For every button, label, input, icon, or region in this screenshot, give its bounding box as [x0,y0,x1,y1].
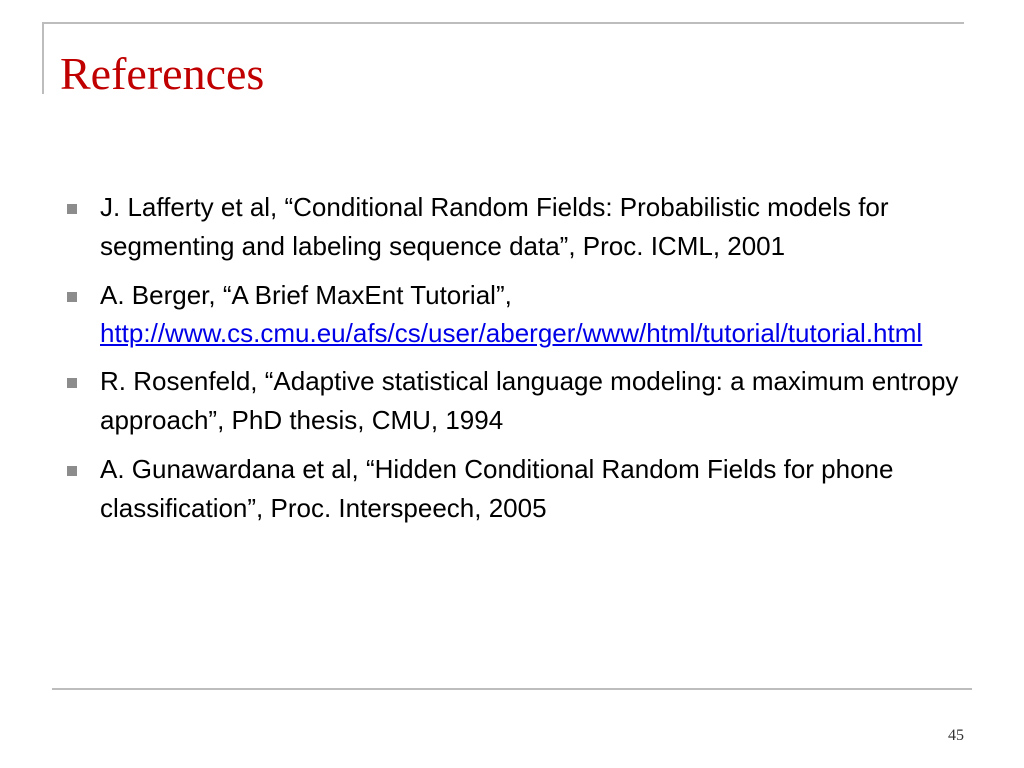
left-frame-rule [42,22,44,94]
reference-item-rosenfeld [60,362,965,440]
square-bullet-icon [67,466,77,476]
tutorial-link[interactable]: http://www.cs.cmu.eu/afs/cs/user/aberger/www/html/tutorial/tutorial.html [100,318,923,348]
footer-rule [52,688,972,690]
page-number: 45 [948,727,964,744]
reference-text: J. Lafferty et al, “Conditional Random Fields: Probabilistic models for segmenting and labeling sequence data”, Proc. ICML, 2001 [100,192,889,261]
square-bullet-icon [67,292,77,302]
reference-text: A. Gunawardana et al, “Hidden Conditional Random Fields for phone classification”, Proc. Interspeech, 2005 [100,454,894,523]
reference-item-gunawardana [60,450,965,528]
reference-list [60,188,965,538]
reference-text: R. Rosenfeld, “Adaptive statistical language modeling: a maximum entropy approach”, PhD thesis, CMU, 1994 [100,366,959,435]
reference-item-berger [60,276,965,352]
reference-text: A. Berger, “A Brief MaxEnt Tutorial”, [100,280,512,310]
reference-item-lafferty [60,188,965,266]
slide-title: References [60,48,265,99]
square-bullet-icon [67,378,77,388]
square-bullet-icon [67,204,77,214]
top-frame-rule [42,22,964,24]
